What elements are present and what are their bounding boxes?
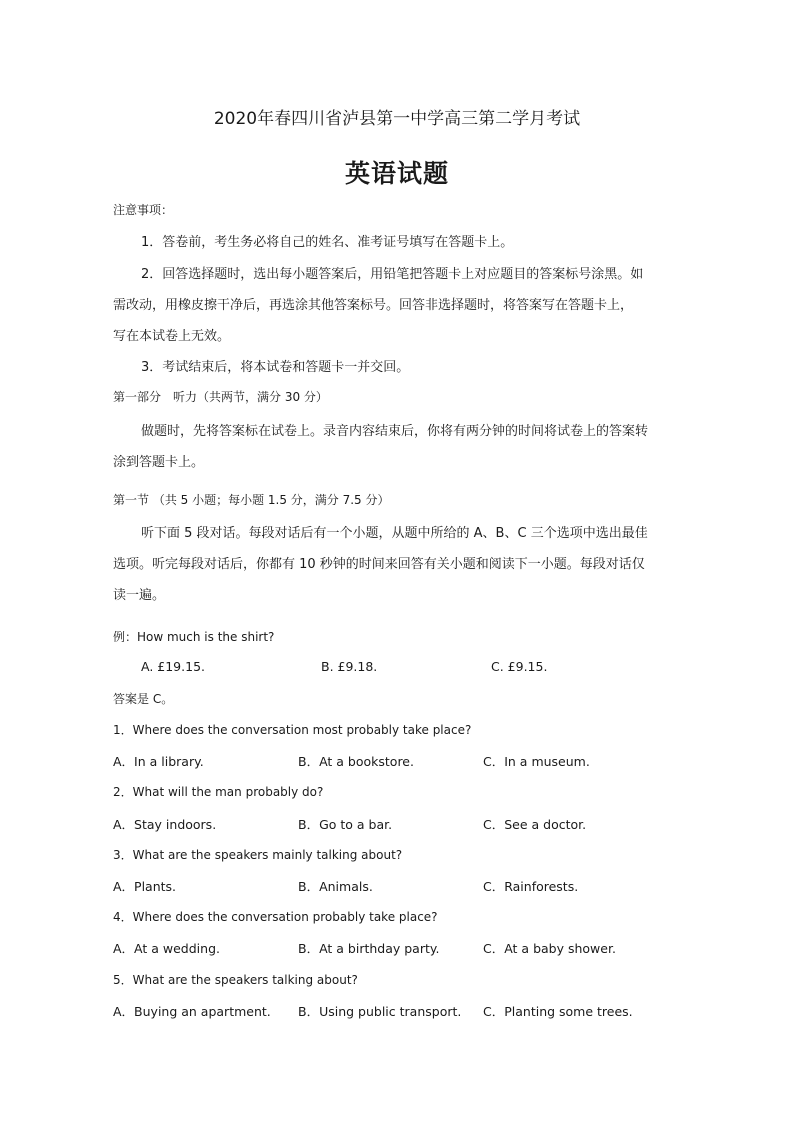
example-option-b: B. £9.18. xyxy=(321,659,378,674)
section1-instructions-line-1: 听下面 5 段对话。每段对话后有一个小题，从题中所给的 A、B、C 三个选项中选出最佳 xyxy=(141,526,648,541)
question-5-option-b: B．Using public transport. xyxy=(298,1004,462,1019)
note-item-2-line-3: 写在本试卷上无效。 xyxy=(113,329,231,344)
note-item-3: 3．考试结束后，将本试卷和答题卡一并交回。 xyxy=(141,360,410,375)
example-question: 例：How much is the shirt? xyxy=(113,630,275,644)
question-3-option-a: A．Plants. xyxy=(113,879,177,894)
question-4-option-c: C．At a baby shower. xyxy=(483,941,616,956)
question-2-option-b: B．Go to a bar. xyxy=(298,817,393,832)
question-5-option-a: A．Buying an apartment. xyxy=(113,1004,271,1019)
question-4: 4．Where does the conversation probably take place? xyxy=(113,910,438,924)
example-option-c: C. £9.15. xyxy=(491,659,548,674)
section1-heading: 第一节 （共 5 小题；每小题 1.5 分，满分 7.5 分） xyxy=(113,493,390,507)
question-3-option-b: B．Animals. xyxy=(298,879,373,894)
question-2-option-c: C．See a doctor. xyxy=(483,817,587,832)
notes-heading: 注意事项： xyxy=(113,203,174,217)
question-1-option-a: A．In a library. xyxy=(113,754,204,769)
question-5: 5．What are the speakers talking about? xyxy=(113,973,358,987)
exam-subtitle: 英语试题 xyxy=(344,159,449,188)
question-4-option-a: A．At a wedding. xyxy=(113,941,220,956)
question-2-option-a: A．Stay indoors. xyxy=(113,817,217,832)
question-4-option-b: B．At a birthday party. xyxy=(298,941,440,956)
question-3-option-c: C．Rainforests. xyxy=(483,879,579,894)
exam-title: 2020年春四川省泸县第一中学高三第二学月考试 xyxy=(213,109,581,129)
example-option-a: A. £19.15. xyxy=(141,659,205,674)
part1-instructions-line-2: 涂到答题卡上。 xyxy=(113,455,205,470)
part1-instructions-line-1: 做题时，先将答案标在试卷上。录音内容结束后，你将有两分钟的时间将试卷上的答案转 xyxy=(141,424,649,439)
section1-instructions-line-2: 选项。听完每段对话后，你都有 10 秒钟的时间来回答有关小题和阅读下一小题。每段对话仅 xyxy=(113,557,645,572)
example-answer: 答案是 C。 xyxy=(113,692,174,706)
question-1-option-b: B．At a bookstore. xyxy=(298,754,414,769)
question-5-option-c: C．Planting some trees. xyxy=(483,1004,633,1019)
note-item-2-line-1: 2．回答选择题时，选出每小题答案后，用铅笔把答题卡上对应题目的答案标号涂黑。如 xyxy=(141,267,644,282)
section1-instructions-line-3: 读一遍。 xyxy=(113,588,166,603)
note-item-2-line-2: 需改动，用橡皮擦干净后，再选涂其他答案标号。回答非选择题时，将答案写在答题卡上， xyxy=(113,298,634,313)
question-2: 2．What will the man probably do? xyxy=(113,785,324,799)
part1-heading: 第一部分 听力（共两节，满分 30 分） xyxy=(113,390,328,404)
question-1: 1．Where does the conversation most probably take place? xyxy=(113,723,472,737)
note-item-1: 1．答卷前，考生务必将自己的姓名、准考证号填写在答题卡上。 xyxy=(141,235,514,250)
question-3: 3．What are the speakers mainly talking about? xyxy=(113,848,403,862)
question-1-option-c: C．In a museum. xyxy=(483,754,590,769)
